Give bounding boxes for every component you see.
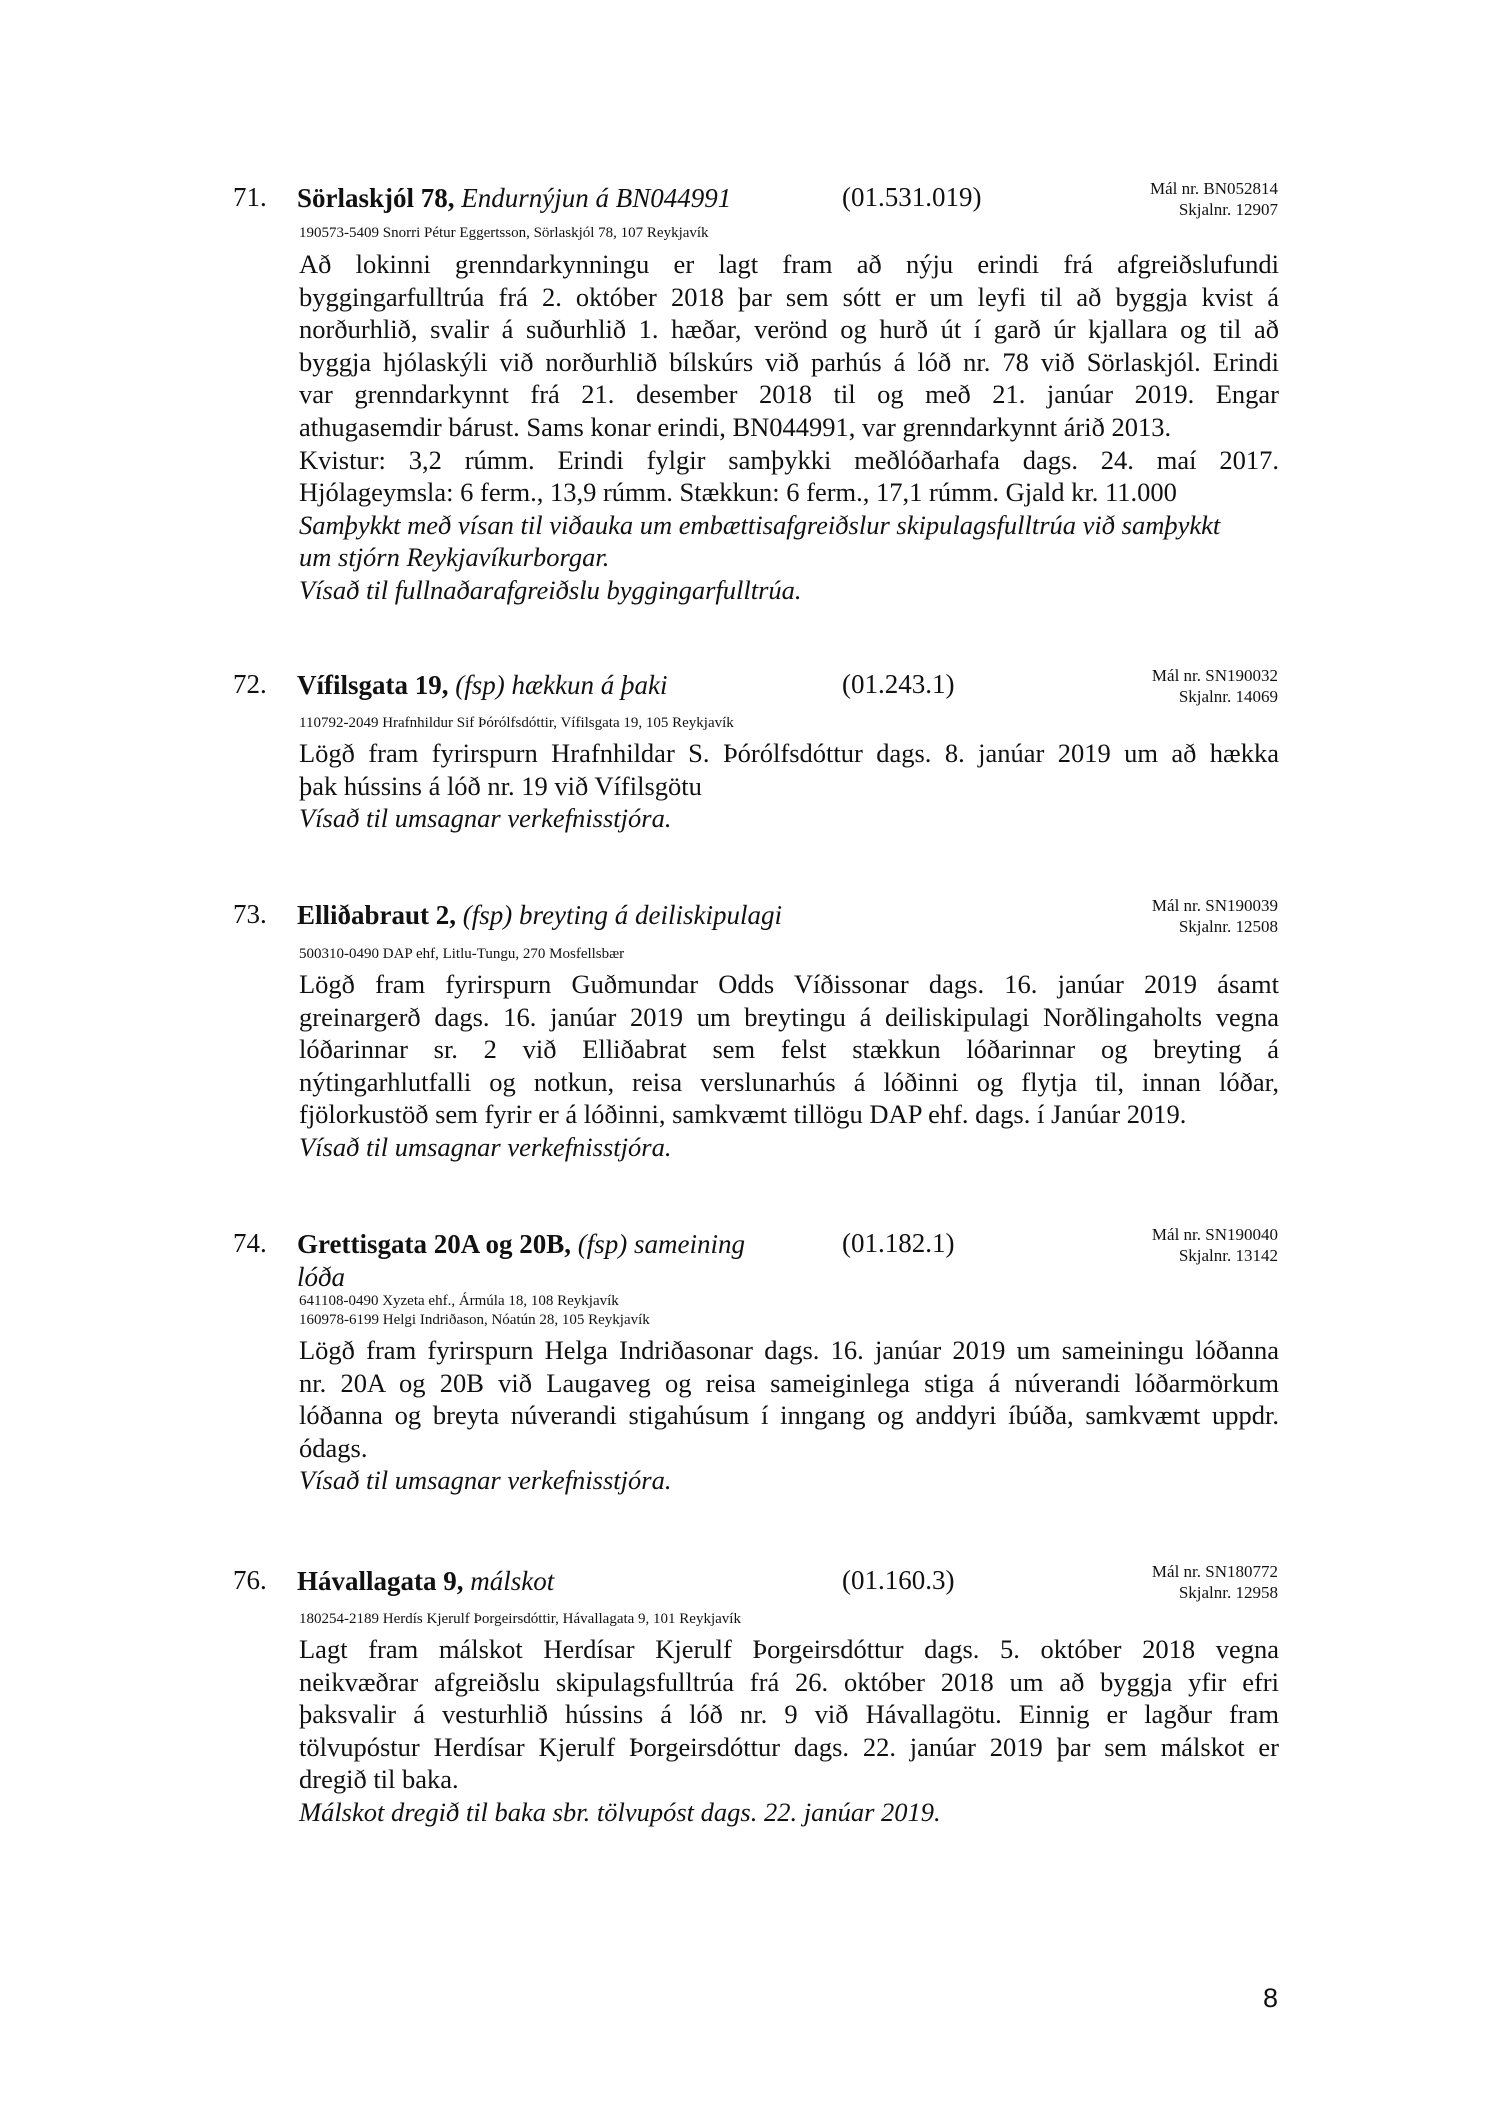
decision-line: Vísað til umsagnar verkefnisstjóra. <box>299 803 672 834</box>
skjal-nr: Skjalnr. 14069 <box>1178 687 1278 706</box>
item-title <box>297 1228 767 1294</box>
party-line: 160978-6199 Helgi Indriðason, Nóatún 28, 105 Reykjavík <box>299 1312 650 1328</box>
party-line: 190573-5409 Snorri Pétur Eggertsson, Sörlaskjól 78, 107 Reykjavík <box>299 225 709 241</box>
body-line: Hjólageymsla: 6 ferm., 13,9 rúmm. Stækkun: 6 ferm., 17,1 rúmm. Gjald kr. 11.000 <box>299 477 1177 508</box>
item-subject: (fsp) hækkun á þaki <box>455 670 668 700</box>
item-body <box>299 248 1279 607</box>
skjal-nr: Skjalnr. 13142 <box>1178 1246 1278 1265</box>
decision-line: Vísað til fullnaðarafgreiðslu byggingarfulltrúa. <box>299 574 802 605</box>
body-line: neikvæðrar afgreiðslu skipulagsfulltrúa frá 26. október 2018 um að byggja yfir efri <box>299 1666 1279 1697</box>
decision-line: Vísað til umsagnar verkefnisstjóra. <box>299 1131 672 1162</box>
page-number: 8 <box>1263 1983 1279 2013</box>
item-number: 71. <box>233 182 267 212</box>
item-number: 72. <box>233 669 267 699</box>
body-line: Lögð fram fyrirspurn Helga Indriðasonar dags. 16. janúar 2019 um sameiningu lóðanna <box>299 1335 1279 1365</box>
mal-nr: Mál nr. SN180772 <box>1151 1562 1278 1581</box>
mal-nr: Mál nr. SN190040 <box>1151 1225 1278 1244</box>
body-line: þak hússins á lóð nr. 19 við Vífilsgötu <box>299 770 702 801</box>
body-line: norðurhlið, svalir á suðurhlið 1. hæðar, verönd og hurð út í garð úr kjallara og til að <box>299 314 1279 345</box>
body-line: tölvupóstur Herdísar Kjerulf Þorgeirsdóttur dags. 22. janúar 2019 þar sem málskot er <box>299 1731 1279 1762</box>
body-line: nr. 20A og 20B við Laugaveg og reisa sameiginlega stiga á núverandi lóðarmörkum <box>299 1367 1279 1398</box>
party-line: 641108-0490 Xyzeta ehf., Ármúla 18, 108 Reykjavík <box>299 1293 619 1309</box>
item-number: 74. <box>233 1228 267 1258</box>
item-code: (01.243.1) <box>842 669 955 699</box>
item-number: 73. <box>233 899 267 929</box>
item-number: 76. <box>233 1565 267 1595</box>
case-reference <box>1152 665 1278 707</box>
body-line: Að lokinni grenndarkynningu er lagt fram að nýju erindi frá afgreiðslufundi <box>299 249 1279 279</box>
decision-line: um stjórn Reykjavíkurborgar. <box>299 542 610 573</box>
case-reference <box>1150 178 1278 220</box>
case-reference <box>1152 895 1278 937</box>
body-line: athugasemdir bárust. Sams konar erindi, BN044991, var grenndarkynnt árið 2013. <box>299 411 1172 442</box>
item-body <box>299 968 1279 1164</box>
item-body <box>299 737 1279 835</box>
item-subject: (fsp) breyting á deiliskipulagi <box>462 900 782 930</box>
body-line: byggingarfulltrúa frá 2. október 2018 þar sem sótt er um leyfi til að byggja kvist á <box>299 281 1279 312</box>
item-address: Sörlaskjól 78, <box>297 183 455 213</box>
item-code: (01.182.1) <box>842 1228 955 1258</box>
body-line: lóðanna og breyta núverandi stigahúsum í inngang og anddyri íbúða, samkvæmt uppdr. <box>299 1400 1279 1431</box>
item-address: Elliðabraut 2, <box>297 900 457 930</box>
item-subject: málskot <box>470 1566 555 1596</box>
body-line: Kvistur: 3,2 rúmm. Erindi fylgir samþykki meðlóðarhafa dags. 24. maí 2017. <box>299 444 1279 475</box>
decision-line: Málskot dregið til baka sbr. tölvupóst dags. 22. janúar 2019. <box>299 1796 941 1827</box>
body-line: nýtingarhlutfalli og notkun, reisa verslunarhús á lóðinni og flytja til, innan lóðar, <box>299 1066 1279 1097</box>
item-title <box>297 899 817 932</box>
item-address: Hávallagata 9, <box>297 1566 464 1596</box>
skjal-nr: Skjalnr. 12508 <box>1178 917 1278 936</box>
party-line: 110792-2049 Hrafnhildur Sif Þórólfsdóttir, Vífilsgata 19, 105 Reykjavík <box>299 715 734 731</box>
body-line: Lögð fram fyrirspurn Hrafnhildar S. Þórólfsdóttur dags. 8. janúar 2019 um að hækka <box>299 738 1279 768</box>
party-line: 180254-2189 Herdís Kjerulf Þorgeirsdóttir, Hávallagata 9, 101 Reykjavík <box>299 1611 741 1627</box>
mal-nr: Mál nr. SN190032 <box>1151 666 1278 685</box>
body-line: var grenndarkynnt frá 21. desember 2018 til og með 21. janúar 2019. Engar <box>299 379 1279 410</box>
decision-line: Vísað til umsagnar verkefnisstjóra. <box>299 1465 672 1496</box>
item-code: (01.531.019) <box>842 182 982 212</box>
item-address: Grettisgata 20A og 20B, <box>297 1229 571 1259</box>
item-code: (01.160.3) <box>842 1565 955 1595</box>
item-body <box>299 1334 1279 1497</box>
item-address: Vífilsgata 19, <box>297 670 449 700</box>
body-line: ódags. <box>299 1432 368 1463</box>
mal-nr: Mál nr. SN190039 <box>1151 896 1278 915</box>
body-line: greinargerð dags. 16. janúar 2019 um breytingu á deiliskipulagi Norðlingaholts vegna <box>299 1001 1279 1032</box>
case-reference <box>1152 1561 1278 1603</box>
body-line: byggja hjólaskýli við norðurhlið bílskúrs við parhús á lóð nr. 78 við Sörlaskjól. Erindi <box>299 346 1279 377</box>
item-title <box>297 1565 817 1598</box>
skjal-nr: Skjalnr. 12958 <box>1178 1583 1278 1602</box>
decision-line: Samþykkt með vísan til viðauka um embættisafgreiðslur skipulagsfulltrúa við samþykkt <box>299 509 1221 540</box>
body-line: fjölorkustöð sem fyrir er á lóðinni, samkvæmt tillögu DAP ehf. dags. í Janúar 2019. <box>299 1099 1187 1130</box>
item-body <box>299 1633 1279 1829</box>
case-reference <box>1152 1224 1278 1266</box>
body-line: Lagt fram málskot Herdísar Kjerulf Þorgeirsdóttur dags. 5. október 2018 vegna <box>299 1634 1279 1664</box>
skjal-nr: Skjalnr. 12907 <box>1178 200 1278 219</box>
body-line: Lögð fram fyrirspurn Guðmundar Odds Víðissonar dags. 16. janúar 2019 ásamt <box>299 969 1279 999</box>
party-line: 500310-0490 DAP ehf, Litlu-Tungu, 270 Mosfellsbær <box>299 946 625 962</box>
item-subject: Endurnýjun á BN044991 <box>461 183 732 213</box>
item-title <box>297 669 817 702</box>
item-subject: (fsp) sameining lóða <box>297 1229 745 1292</box>
body-line: þaksvalir á vesturhlið hússins á lóð nr. 9 við Hávallagötu. Einnig er lagður fram <box>299 1699 1279 1730</box>
body-line: dregið til baka. <box>299 1764 459 1795</box>
item-title <box>297 182 817 215</box>
mal-nr: Mál nr. BN052814 <box>1150 179 1278 198</box>
body-line: lóðarinnar sr. 2 við Elliðabrat sem felst stækkun lóðarinnar og breyting á <box>299 1034 1279 1065</box>
